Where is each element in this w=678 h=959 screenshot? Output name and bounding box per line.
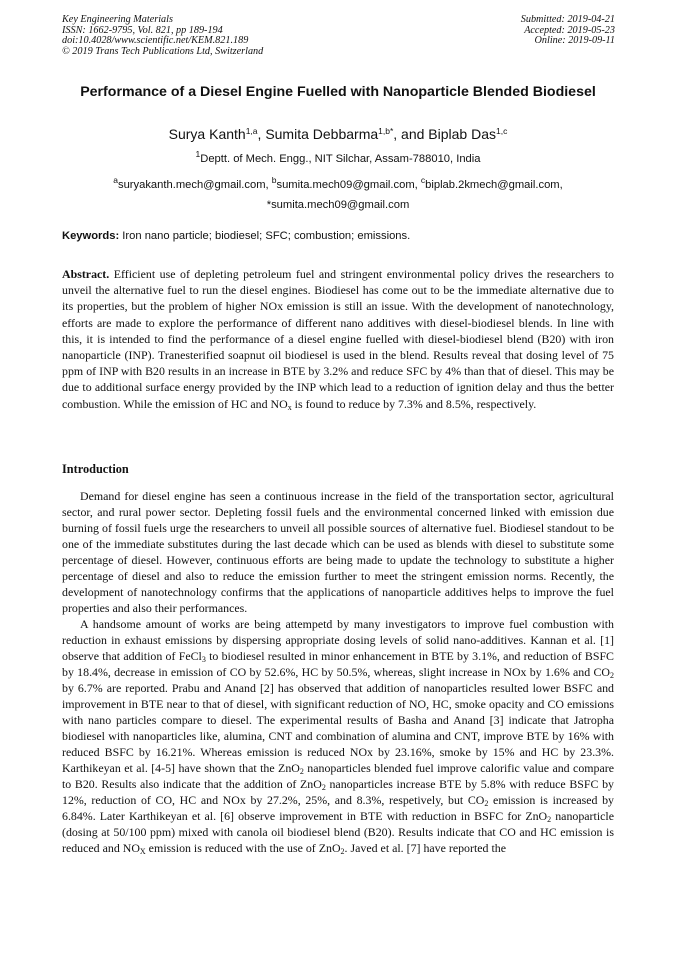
abstract-text: is found to reduce by 7.3% and 8.5%, respectively. <box>291 396 537 411</box>
author-superscript: 1,b* <box>378 126 394 136</box>
subscript: 3 <box>201 654 206 664</box>
journal-name: Key Engineering Materials <box>62 14 173 25</box>
body-text: emission is increased by 6.84%. Later Karthikeyan et al. [6] observe improvement in BTE with reduction in BSFC for ZnO <box>62 792 615 823</box>
paper-title: Performance of a Diesel Engine Fuelled with Nanoparticle Blended Biodiesel <box>80 84 596 100</box>
email-link[interactable]: suryakanth.mech@gmail.com, <box>117 179 272 191</box>
email-superscript: a <box>113 175 118 185</box>
section-heading-introduction: Introduction <box>62 462 129 476</box>
journal-header-left <box>62 15 263 57</box>
journal-header-right <box>521 15 615 47</box>
body-text: nanoparticle (dosing at 50/100 ppm) mixed with canola oil biodiesel blend (B20). Results indicate that CO and HC emission is reduced and NO <box>62 808 614 855</box>
online-date: Online: 2019-09-11 <box>534 35 615 47</box>
journal-issn: ISSN: 1662-9795, Vol. 821, pp 189-194 <box>62 24 223 36</box>
affiliation-text: Deptt. of Mech. Engg., NIT Silchar, Assam-788010, India <box>200 153 481 165</box>
subscript: 2 <box>547 814 552 824</box>
affiliation-superscript: 1 <box>195 149 201 159</box>
email-line <box>62 175 614 195</box>
subscript: 2 <box>321 782 326 792</box>
journal-copyright: © 2019 Trans Tech Publications Ltd, Switzerland <box>62 45 264 57</box>
corresponding-email[interactable]: *sumita.mech09@gmail.com <box>266 199 410 211</box>
accepted-date: Accepted: 2019-05-23 <box>524 24 615 36</box>
subscript: 2 <box>340 846 345 856</box>
body-text: A handsome amount of works are being attempetd by many investigators to improve fuel combustion with reduction in exhaust emissions by dispersing appropriate dosing levels of solid nano-additives. Kannan et al. [1] observe that addition of FeCl <box>62 616 614 663</box>
introduction-body <box>62 489 614 857</box>
subscript: 2 <box>484 798 489 808</box>
subscript: x <box>287 402 292 412</box>
abstract-label: Abstract. <box>62 267 110 281</box>
journal-doi[interactable]: doi:10.4028/www.scientific.net/KEM.821.189 <box>62 35 249 47</box>
keywords-label: Keywords: <box>62 230 120 242</box>
submitted-date: Submitted: 2019-04-21 <box>520 14 615 25</box>
keywords <box>62 230 614 243</box>
author-superscript: 1,a <box>245 126 258 136</box>
body-text: nanoparticles increase BTE by 5.8% with reduce BSFC by 12%, reduction of CO, HC and NOx by 27.2%, 25%, and 8.3%, respetively, but CO <box>62 776 614 807</box>
author-name: Surya Kanth <box>168 126 246 142</box>
abstract-paragraph <box>62 266 614 412</box>
email-link[interactable]: biplab.2kmech@gmail.com, <box>425 179 563 191</box>
author-emails <box>62 175 614 215</box>
author-separator: , and <box>393 126 429 142</box>
author-superscript: 1,c <box>496 126 508 136</box>
body-paragraph: Demand for diesel engine has seen a continuous increase in the field of the transportation sector, agricultural sector, and rural power sector. Depleting fossil fuels and the environmental concerned linked with emission due burning of fossil fuels urge the researchers to unveil all possible sources of alternative fuel. Biodiesel standout to be one of the immediate substitutes during the last decade which can be used as blends with diesel to substitute some percentage of diesel. However, continuous efforts are being made to update the technology to substitute a higher percentage of diesel and also to reduce the emission further to meet the stringent emission norms. Recently, the development of nanotechnology confirms that the applications of nanoparticle additives helps to improve the fuel properties and also their performances. <box>62 489 614 615</box>
email-link[interactable]: sumita.mech09@gmail.com, <box>276 179 421 191</box>
email-superscript: b <box>271 175 277 185</box>
body-text: nanoparticles blended fuel improve calorific value and compare to B20. Results also indicate that the addition of ZnO <box>62 760 614 791</box>
body-text: by 6.7% are reported. Prabu and Anand [2] has observed that addition of nanoparticles resulted lower BSFC and improvement in BTE near to that of diesel, with significant reduction of NO, HC, smoke opacity and CO emissions with nano particles compare to diesel. The experimental results of Basha and Anand [3] indicate that Jatropha biodiesel with nanoparticles like, alumina, CNT and combination of alumina and CNT, improve BTE by 16% with reduced BSFC by 16.21%. Whereas emission is reduced NOx by 23.16%, smoke by 15% and HC by 23.3%. Karthikeyan et al. [4-5] have shown that the ZnO <box>62 680 614 775</box>
subscript: 2 <box>610 670 614 680</box>
author-name: Sumita Debbarma <box>265 126 379 142</box>
email-superscript: c <box>420 175 426 185</box>
subscript: X <box>139 846 146 856</box>
body-paragraph <box>62 617 614 857</box>
body-text: . Javed et al. [7] have reported the <box>344 840 506 855</box>
body-text: to biodiesel resulted in minor enhancement in BTE by 3.1%, and reduction of BSFC by 18.4%, decrease in emission of CO by 52.6%, HC by 50.5%, whereas, slight increase in NOx by 1.6% and CO <box>62 648 614 679</box>
subscript: 2 <box>299 766 304 776</box>
author-name: Biplab Das <box>428 126 496 142</box>
author-list <box>62 126 614 142</box>
keywords-text: Iron nano particle; biodiesel; SFC; combustion; emissions. <box>119 230 411 242</box>
abstract-text: Efficient use of depleting petroleum fuel and stringent environmental policy drives the researchers to unveil the alternative fuel to run the diesel engines. Biodiesel has come out to be the immediate alternative due to its properties, but the problem of higher NOx emission is still an issue. With the development of nanotechnology, efforts are made to explore the performance of different nano additives with diesel-biodiesel blends. In line with this, it is intended to find the performance of a diesel engine fuelled with diesel-biodiesel blend (B20) with iron nanoparticle (INP). Tranesterified soapnut oil biodiesel is used in the blend. Results reveal that dosing level of 75 ppm of INP with B20 results in an increase in BTE by 3.2% and reduce SFC by 4% than that of diesel. This may be due to additional surface energy provided by the INP which lead to a reduction of ignition delay and thus the better combustion. While the emission of HC and NO <box>62 267 614 411</box>
abstract <box>62 266 614 412</box>
body-text: emission is reduced with the use of ZnO <box>145 840 341 855</box>
affiliation <box>62 149 614 166</box>
author-separator: , <box>257 126 266 142</box>
